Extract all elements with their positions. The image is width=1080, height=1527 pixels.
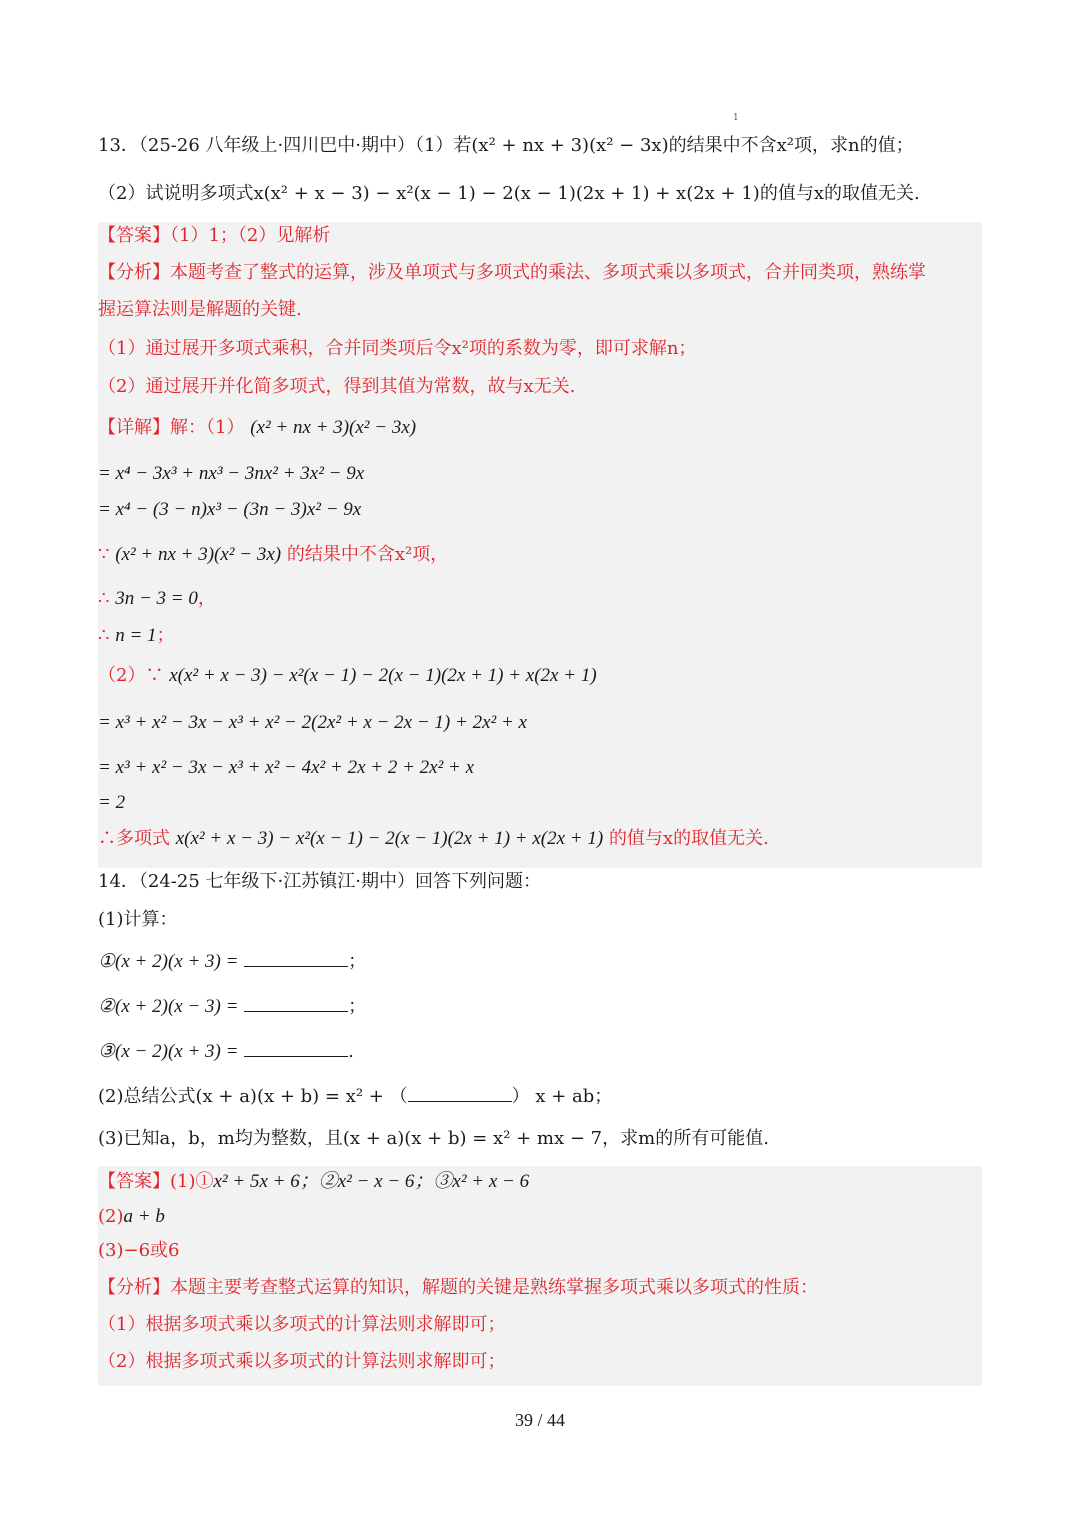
q13-detail-head: 【详解】解：（1） bbox=[98, 417, 245, 438]
q13-analysis-line-3: （1）通过展开多项式乘积，合并同类项后令x²项的系数为零，即可求解n； bbox=[98, 338, 697, 359]
q13-step-8: = x³ + x² − 3x − x³ + x² − 4x² + 2x + 2 + 2x² + x bbox=[98, 757, 475, 778]
q14-answer-3-expr: −6或6 bbox=[123, 1240, 180, 1261]
answer-blank bbox=[408, 1083, 512, 1102]
q13-step-3 bbox=[98, 543, 982, 567]
q14-answer-2-expr: a + b bbox=[123, 1206, 165, 1227]
therefore-symbol: ∴ bbox=[98, 588, 110, 609]
q13-analysis-line-2: 握运算法则是解题的关键. bbox=[98, 299, 302, 320]
therefore-symbol: ∴ bbox=[98, 625, 110, 646]
q13-answer: 【答案】（1）1；（2）见解析 bbox=[98, 225, 331, 246]
q13-conclusion-tail: 的值与x的取值无关. bbox=[608, 828, 769, 849]
q14-answer-2: (2) bbox=[98, 1206, 124, 1227]
q14-calc-2-expr: ②(x + 2)(x − 3) = bbox=[98, 996, 239, 1017]
q13-detail-line bbox=[98, 416, 982, 440]
q14-calc-3-end: . bbox=[348, 1041, 354, 1062]
q13-step-6 bbox=[98, 664, 982, 688]
q13-step-4-tail: ， bbox=[197, 588, 216, 609]
q13-step-3-expr: (x² + nx + 3)(x² − 3x) bbox=[115, 544, 282, 565]
q14-prompt: 14．（24-25 七年级下·江苏镇江·期中）回答下列问题： bbox=[98, 871, 541, 892]
q14-part1: (1)计算： bbox=[98, 909, 178, 930]
answer-blank bbox=[244, 948, 348, 967]
q14-calc-1-end: ； bbox=[348, 951, 367, 972]
answer-blank bbox=[244, 993, 348, 1012]
q14-calc-1 bbox=[98, 948, 982, 974]
q13-step-2: = x⁴ − (3 − n)x³ − (3n − 3)x² − 9x bbox=[98, 499, 362, 520]
q13-part2: （2）试说明多项式x(x² + x − 3) − x²(x − 1) − 2(x − 1)(2x + 1) + x(2x + 1)的值与x的取值无关. bbox=[98, 183, 920, 204]
q14-part2 bbox=[98, 1083, 982, 1109]
q14-part2-b: ） x + ab； bbox=[511, 1086, 613, 1107]
q13-step-4 bbox=[98, 587, 982, 611]
answer-blank bbox=[244, 1038, 348, 1057]
q13-step-4-expr: 3n − 3 = 0 bbox=[115, 588, 198, 609]
q13-detail-expr: (x² + nx + 3)(x² − 3x) bbox=[250, 417, 417, 438]
q13-step-3-text: 的结果中不含x²项， bbox=[286, 544, 449, 565]
q14-answer-3: (3) bbox=[98, 1240, 124, 1261]
q14-answer-1: (1)① bbox=[170, 1171, 214, 1192]
q14-calc-2 bbox=[98, 993, 982, 1019]
q14-answer-line-3 bbox=[98, 1239, 982, 1263]
because-symbol: ∵ bbox=[98, 544, 110, 565]
q13-conclusion-head: ∴多项式 bbox=[98, 828, 170, 849]
q14-answer-line-2 bbox=[98, 1205, 982, 1229]
q13-analysis-line-1: 【分析】本题考查了整式的运算，涉及单项式与多项式的乘法、多项式乘以多项式，合并同类项，熟练掌 bbox=[98, 262, 926, 283]
q13-conclusion bbox=[98, 827, 982, 851]
q13-conclusion-expr: x(x² + x − 3) − x²(x − 1) − 2(x − 1)(2x + 1) + x(2x + 1) bbox=[175, 828, 604, 849]
q13-step-5-expr: n = 1 bbox=[115, 625, 157, 646]
q14-calc-3 bbox=[98, 1038, 982, 1064]
q14-calc-3-expr: ③(x − 2)(x + 3) = bbox=[98, 1041, 239, 1062]
q13-step-6-expr: x(x² + x − 3) − x²(x − 1) − 2(x − 1)(2x + 1) + x(2x + 1) bbox=[169, 665, 597, 686]
q14-analysis-line-2: （1）根据多项式乘以多项式的计算法则求解即可； bbox=[98, 1314, 506, 1335]
q13-step-9: = 2 bbox=[98, 792, 126, 813]
q14-analysis-line-3: （2）根据多项式乘以多项式的计算法则求解即可； bbox=[98, 1351, 506, 1372]
q13-step-1: = x⁴ − 3x³ + nx³ − 3nx² + 3x² − 9x bbox=[98, 463, 365, 484]
q14-part3: (3)已知a，b，m均为整数，且(x + a)(x + b) = x² + mx − 7，求m的所有可能值. bbox=[98, 1128, 769, 1149]
q14-calc-2-end: ； bbox=[348, 996, 367, 1017]
q14-calc-1-expr: ①(x + 2)(x + 3) = bbox=[98, 951, 239, 972]
q13-step-6-head: （2）∵ bbox=[98, 665, 164, 686]
q14-part2-a: (2)总结公式(x + a)(x + b) = x² + （ bbox=[98, 1086, 408, 1107]
page-number: 39 / 44 bbox=[514, 1410, 565, 1430]
q13-step-5-tail: ； bbox=[156, 625, 175, 646]
q13-step-7: = x³ + x² − 3x − x³ + x² − 2(2x² + x − 2x − 1) + 2x² + x bbox=[98, 712, 527, 733]
page-tick: 1 bbox=[733, 113, 739, 123]
q13-step-5 bbox=[98, 624, 982, 648]
q13-analysis-line-4: （2）通过展开并化简多项式，得到其值为常数，故与x无关. bbox=[98, 376, 576, 397]
q14-answer-label: 【答案】 bbox=[98, 1171, 170, 1192]
q14-analysis-line-1: 【分析】本题主要考查整式运算的知识，解题的关键是熟练掌握多项式乘以多项式的性质： bbox=[98, 1277, 818, 1298]
q14-answer-line-1 bbox=[98, 1170, 982, 1194]
q14-answer-1-expr: x² + 5x + 6；②x² − x − 6；③x² + x − 6 bbox=[213, 1171, 530, 1192]
q13-prompt: 13．（25-26 八年级上·四川巴中·期中）（1）若(x² + nx + 3)(x² − 3x)的结果中不含x²项，求n的值； bbox=[98, 135, 914, 156]
